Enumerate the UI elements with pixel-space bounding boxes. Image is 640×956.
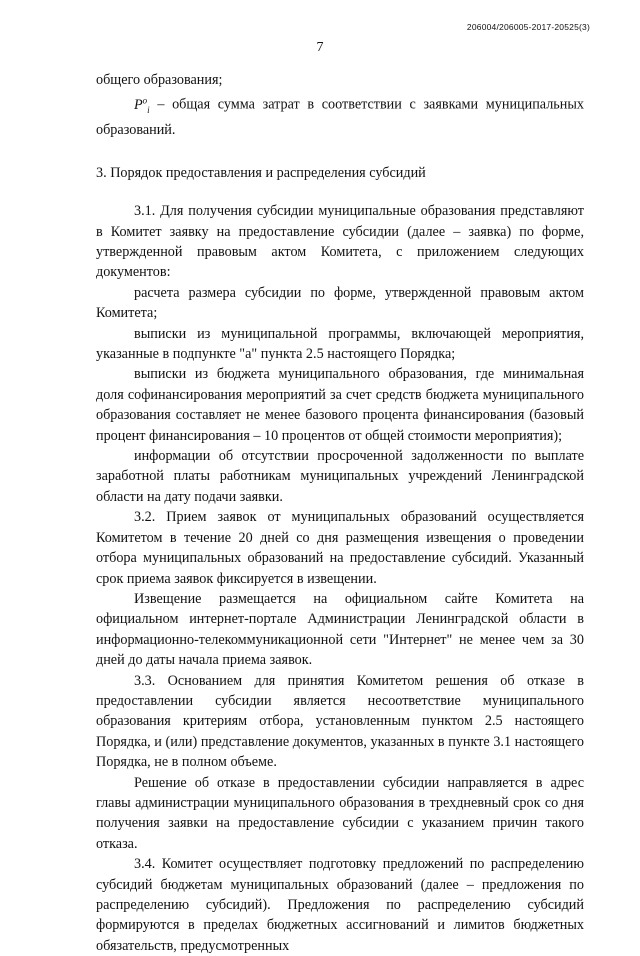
formula-definition: [96, 90, 584, 140]
paragraph: 3.3. Основанием для принятия Комитетом решения об отказе в предоставлении субсидии является несоответствие муниципального образования критериям отбора, установленным пунктом 2.5 настоящего Порядка, и (или) представление документов, указанных в пункте 3.1 настоящего Порядка, не в полном объеме.: [96, 672, 584, 771]
paragraph: Извещение размещается на официальном сайте Комитета на официальном интернет-портале Администрации Ленинградской области в информационно-телекоммуникационной сети "Интернет" не менее чем за 30 дней до даты начала приема заявок.: [96, 590, 584, 669]
paragraph: 3.2. Прием заявок от муниципальных образований осуществляется Комитетом в течение 20 дней со дня размещения извещения о проведении отбора муниципальных образований на предоставление субсидий. Указанный срок приема заявок фиксируется в извещении.: [96, 509, 584, 587]
list-item: расчета размера субсидии по форме, утвержденной правовым актом Комитета;: [96, 284, 584, 322]
list-item: выписки из бюджета муниципального образования, где минимальная доля софинансирования мероприятий за счет средств бюджета муниципального образования составляет не менее базового процента финансирования (базовый процент финансирования – 10 процентов от общей стоимости мероприятия);: [96, 366, 584, 444]
paragraph: 3.4. Комитет осуществляет подготовку предложений по распределению субсидий бюджетам муниципальных образований (далее – предложения по распределению субсидий). Предложения по распределению субсидий формируются в пределах бюджетных ассигнований и лимитов бюджетных обязательств, предусмотренных: [96, 856, 584, 954]
paragraph: Решение об отказе в предоставлении субсидии направляется в адрес главы администрации муниципального образования в трехдневный срок со дня получения заявки на предоставление субсидии с указанием причин такого отказа.: [96, 774, 584, 852]
document-id: 206004/206005-2017-20525(3): [466, 22, 590, 32]
paragraph: общего образования;: [96, 72, 223, 88]
list-item: информации об отсутствии просроченной задолженности по выплате заработной платы работникам муниципальных учреждений Ленинградской области на дату подачи заявки.: [96, 448, 584, 505]
page-number: 7: [316, 40, 324, 55]
formula-symbol: $P^o_i$: [134, 95, 150, 115]
paragraph: 3.1. Для получения субсидии муниципальные образования представляют в Комитет заявку на предоставление субсидии (далее – заявка) по форме, утвержденной правовым актом Комитета, с приложением следующих документов:: [96, 203, 584, 281]
document-body: [96, 70, 584, 956]
formula-description: – общая сумма затрат в соответствии с заявками муниципальных образований.: [96, 97, 584, 139]
list-item: выписки из муниципальной программы, включающей мероприятия, указанные в подпункте "а" пункта 2.5 настоящего Порядка;: [96, 325, 584, 363]
section-heading: 3. Порядок предоставления и распределения субсидий: [96, 164, 426, 181]
